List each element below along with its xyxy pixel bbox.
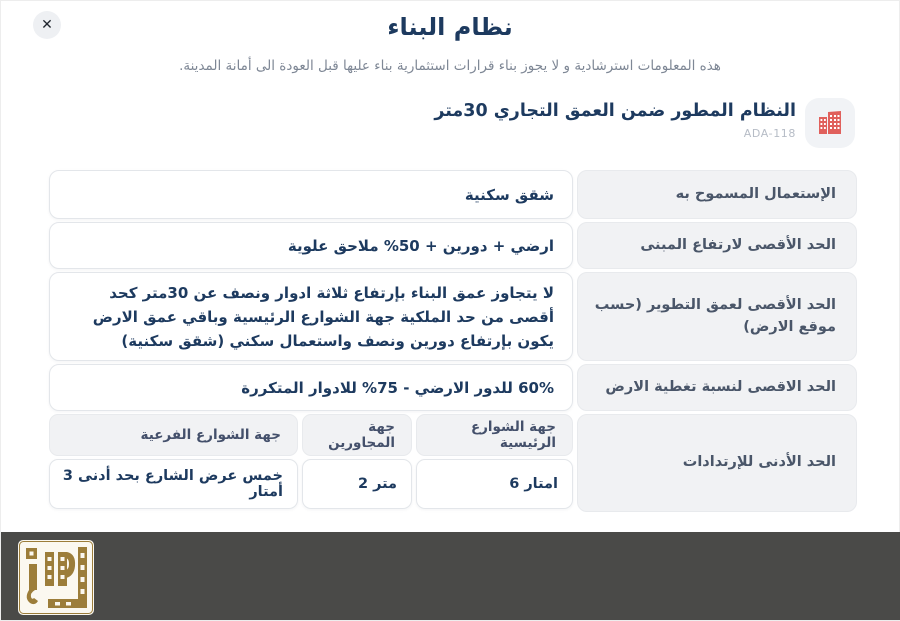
row-label-ground-coverage: الحد الاقصى لنسبة تغطية الارض: [577, 364, 857, 411]
table-row: [49, 222, 857, 269]
row-value-ground-coverage: 60% للدور الارضي - 75% للادوار المتكررة: [49, 364, 573, 411]
table-row-setbacks: [49, 414, 857, 512]
regulations-table: [49, 170, 857, 512]
row-label-min-setbacks: الحد الأدنى للإرتدادات: [577, 414, 857, 512]
setback-header-neighbors: جهة المجاورين: [302, 414, 412, 456]
setback-value-main-streets: 6 امتار: [416, 459, 573, 509]
page-title: نظام البناء: [387, 13, 513, 41]
setback-header-side-streets: جهة الشوارع الفرعية: [49, 414, 298, 456]
zoning-title: النظام المطور ضمن العمق التجاري 30متر: [434, 101, 796, 121]
close-icon: ✕: [41, 17, 53, 33]
row-value-development-depth: لا يتجاوز عمق البناء بإرتفاع ثلاثة ادوار ونصف عن 30متر كحد أقصى من حد الملكية جهة الشوارع الرئيسية وباقي عمق الارض يكون بإرتفاع دورين ونصف واستعمال سكني (شقق سكنية): [49, 272, 573, 361]
row-label-development-depth: الحد الأقصى لعمق التطوير (حسب موقع الارض): [577, 272, 857, 361]
setbacks-subtable: [49, 414, 573, 512]
table-row: [49, 272, 857, 361]
organization-logo: [18, 540, 94, 619]
setback-header-main-streets: جهة الشوارع الرئيسية: [416, 414, 573, 456]
row-label-max-height: الحد الأقصى لارتفاع المبنى: [577, 222, 857, 269]
table-row: [49, 364, 857, 411]
table-row: [49, 170, 857, 219]
footer-bar: [1, 532, 900, 620]
disclaimer-text: هذه المعلومات استرشادية و لا يجوز بناء قرارات استثمارية بناء عليها قبل العودة الى أمانة المدينة.: [179, 58, 721, 74]
buildings-icon: [805, 98, 855, 148]
row-value-max-height: ارضي + دورين + 50% ملاحق علوية: [49, 222, 573, 269]
close-button[interactable]: [33, 11, 61, 39]
zoning-code: ADA-118: [743, 127, 796, 140]
row-value-allowed-use: شقق سكنية: [49, 170, 573, 219]
row-label-allowed-use: الإستعمال المسموح به: [577, 170, 857, 219]
zoning-section-header: [1, 98, 855, 148]
setback-value-neighbors: 2 متر: [302, 459, 412, 509]
setback-value-side-streets: خمس عرض الشارع بحد أدنى 3 أمتار: [49, 459, 298, 509]
